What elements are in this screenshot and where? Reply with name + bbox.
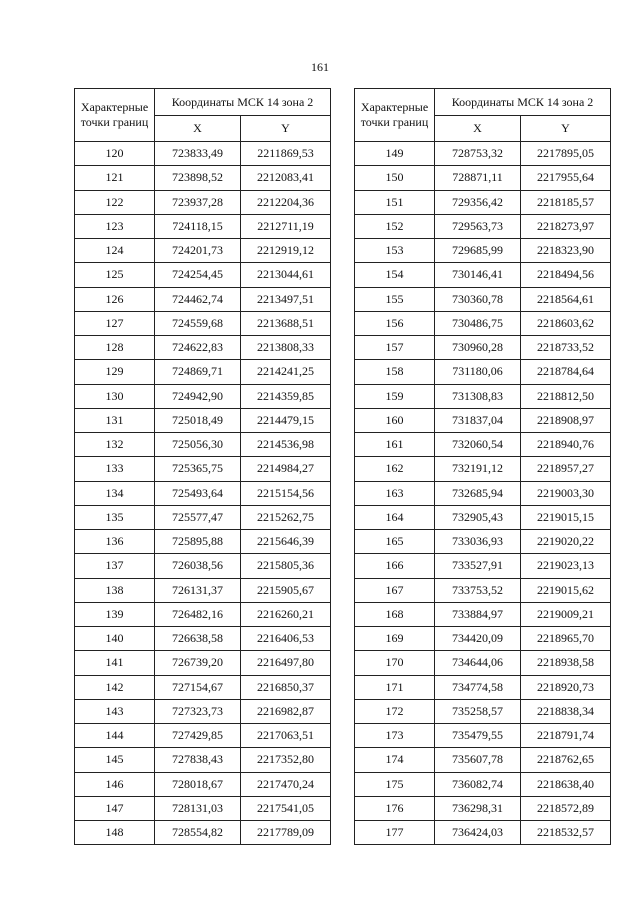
cell-point: 175 xyxy=(355,772,435,796)
table-row xyxy=(75,166,331,190)
cell-y: 2212083,41 xyxy=(241,166,331,190)
cell-y: 2218532,57 xyxy=(521,821,611,845)
cell-x: 724869,71 xyxy=(155,360,241,384)
cell-point: 136 xyxy=(75,530,155,554)
cell-x: 724559,68 xyxy=(155,311,241,335)
cell-y: 2212711,19 xyxy=(241,214,331,238)
cell-point: 132 xyxy=(75,433,155,457)
cell-y: 2212919,12 xyxy=(241,239,331,263)
cell-y: 2213497,51 xyxy=(241,287,331,311)
coordinates-table-right xyxy=(354,88,611,845)
cell-x: 734644,06 xyxy=(435,651,521,675)
table-row xyxy=(75,627,331,651)
cell-point: 177 xyxy=(355,821,435,845)
cell-y: 2218273,97 xyxy=(521,214,611,238)
cell-y: 2213688,51 xyxy=(241,311,331,335)
table-row xyxy=(75,287,331,311)
cell-point: 127 xyxy=(75,311,155,335)
cell-x: 733884,97 xyxy=(435,602,521,626)
table-row xyxy=(75,554,331,578)
cell-y: 2218791,74 xyxy=(521,724,611,748)
table-row xyxy=(75,311,331,335)
cell-point: 156 xyxy=(355,311,435,335)
cell-y: 2219020,22 xyxy=(521,530,611,554)
cell-x: 729563,73 xyxy=(435,214,521,238)
cell-x: 734774,58 xyxy=(435,675,521,699)
cell-point: 176 xyxy=(355,796,435,820)
table-row xyxy=(75,675,331,699)
cell-y: 2215905,67 xyxy=(241,578,331,602)
table-row xyxy=(355,699,611,723)
cell-point: 152 xyxy=(355,214,435,238)
cell-point: 167 xyxy=(355,578,435,602)
table-row xyxy=(355,408,611,432)
cell-y: 2218838,34 xyxy=(521,699,611,723)
cell-x: 724201,73 xyxy=(155,239,241,263)
cell-x: 725493,64 xyxy=(155,481,241,505)
cell-point: 166 xyxy=(355,554,435,578)
table-row xyxy=(75,796,331,820)
table-row xyxy=(75,481,331,505)
cell-y: 2217352,80 xyxy=(241,748,331,772)
cell-x: 724462,74 xyxy=(155,287,241,311)
cell-x: 726482,16 xyxy=(155,602,241,626)
cell-x: 729685,99 xyxy=(435,239,521,263)
cell-x: 730146,41 xyxy=(435,263,521,287)
header-coordinates: Координаты МСК 14 зона 2 xyxy=(435,89,611,116)
table-row xyxy=(75,772,331,796)
table-row xyxy=(355,214,611,238)
cell-y: 2218938,58 xyxy=(521,651,611,675)
cell-point: 157 xyxy=(355,336,435,360)
table-row xyxy=(355,772,611,796)
table-row xyxy=(75,699,331,723)
cell-x: 728018,67 xyxy=(155,772,241,796)
header-boundary-points xyxy=(355,89,435,142)
cell-point: 161 xyxy=(355,433,435,457)
cell-y: 2218940,76 xyxy=(521,433,611,457)
header-coordinates: Координаты МСК 14 зона 2 xyxy=(155,89,331,116)
cell-y: 2216982,87 xyxy=(241,699,331,723)
cell-point: 141 xyxy=(75,651,155,675)
cell-x: 733036,93 xyxy=(435,530,521,554)
table-row xyxy=(75,505,331,529)
table-row xyxy=(75,214,331,238)
table-row xyxy=(75,530,331,554)
header-point-line1: Характерные xyxy=(80,100,149,114)
cell-x: 728871,11 xyxy=(435,166,521,190)
cell-point: 146 xyxy=(75,772,155,796)
cell-x: 723898,52 xyxy=(155,166,241,190)
cell-y: 2216406,53 xyxy=(241,627,331,651)
cell-y: 2215262,75 xyxy=(241,505,331,529)
cell-point: 160 xyxy=(355,408,435,432)
cell-point: 153 xyxy=(355,239,435,263)
table-row xyxy=(355,578,611,602)
header-y: Y xyxy=(521,116,611,142)
cell-point: 130 xyxy=(75,384,155,408)
cell-y: 2214536,98 xyxy=(241,433,331,457)
header-x: X xyxy=(435,116,521,142)
header-boundary-points xyxy=(75,89,155,142)
cell-x: 732060,54 xyxy=(435,433,521,457)
table-row xyxy=(355,190,611,214)
cell-point: 165 xyxy=(355,530,435,554)
cell-y: 2215646,39 xyxy=(241,530,331,554)
cell-y: 2216260,21 xyxy=(241,602,331,626)
table-row xyxy=(355,287,611,311)
table-row xyxy=(355,360,611,384)
cell-point: 139 xyxy=(75,602,155,626)
cell-x: 733753,52 xyxy=(435,578,521,602)
table-row xyxy=(355,651,611,675)
cell-y: 2213044,61 xyxy=(241,263,331,287)
cell-x: 726739,20 xyxy=(155,651,241,675)
cell-y: 2215805,36 xyxy=(241,554,331,578)
cell-y: 2218638,40 xyxy=(521,772,611,796)
table-row xyxy=(75,360,331,384)
cell-y: 2218185,57 xyxy=(521,190,611,214)
cell-y: 2217063,51 xyxy=(241,724,331,748)
cell-y: 2218603,62 xyxy=(521,311,611,335)
table-row xyxy=(75,748,331,772)
cell-point: 134 xyxy=(75,481,155,505)
cell-point: 168 xyxy=(355,602,435,626)
page-number: 161 xyxy=(311,60,329,74)
cell-x: 726038,56 xyxy=(155,554,241,578)
table-row xyxy=(355,311,611,335)
table-row xyxy=(355,530,611,554)
cell-y: 2218965,70 xyxy=(521,627,611,651)
table-row xyxy=(75,602,331,626)
cell-point: 144 xyxy=(75,724,155,748)
table-row xyxy=(355,505,611,529)
cell-x: 725018,49 xyxy=(155,408,241,432)
cell-y: 2214359,85 xyxy=(241,384,331,408)
cell-x: 727429,85 xyxy=(155,724,241,748)
cell-y: 2214479,15 xyxy=(241,408,331,432)
cell-y: 2216850,37 xyxy=(241,675,331,699)
cell-point: 151 xyxy=(355,190,435,214)
table-row xyxy=(355,796,611,820)
cell-x: 731308,83 xyxy=(435,384,521,408)
cell-x: 727154,67 xyxy=(155,675,241,699)
cell-x: 724942,90 xyxy=(155,384,241,408)
cell-y: 2218572,89 xyxy=(521,796,611,820)
header-x: X xyxy=(155,116,241,142)
cell-y: 2212204,36 xyxy=(241,190,331,214)
cell-y: 2218920,73 xyxy=(521,675,611,699)
cell-point: 155 xyxy=(355,287,435,311)
cell-point: 124 xyxy=(75,239,155,263)
cell-point: 138 xyxy=(75,578,155,602)
cell-point: 172 xyxy=(355,699,435,723)
cell-y: 2218957,27 xyxy=(521,457,611,481)
cell-x: 736424,03 xyxy=(435,821,521,845)
cell-point: 140 xyxy=(75,627,155,651)
cell-y: 2213808,33 xyxy=(241,336,331,360)
cell-y: 2214984,27 xyxy=(241,457,331,481)
cell-y: 2218908,97 xyxy=(521,408,611,432)
cell-point: 135 xyxy=(75,505,155,529)
cell-x: 723833,49 xyxy=(155,142,241,166)
cell-point: 164 xyxy=(355,505,435,529)
table-row xyxy=(75,408,331,432)
cell-x: 730960,28 xyxy=(435,336,521,360)
cell-point: 170 xyxy=(355,651,435,675)
cell-y: 2217541,05 xyxy=(241,796,331,820)
table-row xyxy=(75,457,331,481)
cell-point: 128 xyxy=(75,336,155,360)
cell-y: 2215154,56 xyxy=(241,481,331,505)
coordinates-table-left xyxy=(74,88,331,845)
cell-x: 736082,74 xyxy=(435,772,521,796)
table-row xyxy=(355,748,611,772)
cell-x: 725365,75 xyxy=(155,457,241,481)
table-row xyxy=(355,263,611,287)
cell-x: 726638,58 xyxy=(155,627,241,651)
cell-x: 725577,47 xyxy=(155,505,241,529)
cell-y: 2216497,80 xyxy=(241,651,331,675)
cell-point: 120 xyxy=(75,142,155,166)
header-point-line2: точки границ xyxy=(80,115,149,129)
cell-x: 726131,37 xyxy=(155,578,241,602)
table-row xyxy=(355,239,611,263)
cell-x: 734420,09 xyxy=(435,627,521,651)
cell-point: 133 xyxy=(75,457,155,481)
cell-x: 736298,31 xyxy=(435,796,521,820)
cell-point: 142 xyxy=(75,675,155,699)
cell-x: 727323,73 xyxy=(155,699,241,723)
cell-y: 2219009,21 xyxy=(521,602,611,626)
cell-x: 725056,30 xyxy=(155,433,241,457)
cell-point: 149 xyxy=(355,142,435,166)
table-row xyxy=(355,384,611,408)
cell-point: 125 xyxy=(75,263,155,287)
table-row xyxy=(75,263,331,287)
table-row xyxy=(75,433,331,457)
cell-x: 729356,42 xyxy=(435,190,521,214)
cell-y: 2217789,09 xyxy=(241,821,331,845)
cell-y: 2217895,05 xyxy=(521,142,611,166)
cell-y: 2219015,62 xyxy=(521,578,611,602)
cell-y: 2214241,25 xyxy=(241,360,331,384)
table-row xyxy=(355,457,611,481)
cell-x: 730486,75 xyxy=(435,311,521,335)
table-row xyxy=(75,384,331,408)
cell-point: 163 xyxy=(355,481,435,505)
cell-y: 2219023,13 xyxy=(521,554,611,578)
table-row xyxy=(75,336,331,360)
cell-point: 169 xyxy=(355,627,435,651)
table-row xyxy=(75,190,331,214)
cell-x: 735479,55 xyxy=(435,724,521,748)
cell-point: 147 xyxy=(75,796,155,820)
cell-point: 137 xyxy=(75,554,155,578)
cell-x: 730360,78 xyxy=(435,287,521,311)
cell-y: 2218733,52 xyxy=(521,336,611,360)
cell-x: 724118,15 xyxy=(155,214,241,238)
cell-y: 2218564,61 xyxy=(521,287,611,311)
table-row xyxy=(355,675,611,699)
cell-x: 732905,43 xyxy=(435,505,521,529)
table-row xyxy=(75,651,331,675)
cell-point: 159 xyxy=(355,384,435,408)
header-point-line1: Характерные xyxy=(360,100,429,114)
cell-x: 735607,78 xyxy=(435,748,521,772)
table-row xyxy=(75,239,331,263)
cell-y: 2218812,50 xyxy=(521,384,611,408)
cell-y: 2211869,53 xyxy=(241,142,331,166)
table-body-left xyxy=(75,142,331,845)
table-row xyxy=(355,166,611,190)
cell-point: 150 xyxy=(355,166,435,190)
cell-point: 174 xyxy=(355,748,435,772)
table-row xyxy=(355,142,611,166)
cell-point: 171 xyxy=(355,675,435,699)
cell-point: 131 xyxy=(75,408,155,432)
cell-point: 148 xyxy=(75,821,155,845)
header-y: Y xyxy=(241,116,331,142)
cell-point: 145 xyxy=(75,748,155,772)
cell-x: 728131,03 xyxy=(155,796,241,820)
cell-y: 2218762,65 xyxy=(521,748,611,772)
cell-x: 732191,12 xyxy=(435,457,521,481)
table-row xyxy=(355,481,611,505)
cell-point: 143 xyxy=(75,699,155,723)
table-row xyxy=(75,821,331,845)
cell-point: 162 xyxy=(355,457,435,481)
table-row xyxy=(355,433,611,457)
cell-point: 154 xyxy=(355,263,435,287)
cell-x: 732685,94 xyxy=(435,481,521,505)
table-row xyxy=(355,724,611,748)
cell-x: 731837,04 xyxy=(435,408,521,432)
table-row xyxy=(355,602,611,626)
table-row xyxy=(75,578,331,602)
cell-y: 2217955,64 xyxy=(521,166,611,190)
cell-x: 728753,32 xyxy=(435,142,521,166)
cell-point: 173 xyxy=(355,724,435,748)
cell-y: 2219003,30 xyxy=(521,481,611,505)
cell-point: 121 xyxy=(75,166,155,190)
table-body-right xyxy=(355,142,611,845)
cell-y: 2218494,56 xyxy=(521,263,611,287)
cell-point: 126 xyxy=(75,287,155,311)
cell-y: 2218323,90 xyxy=(521,239,611,263)
cell-point: 158 xyxy=(355,360,435,384)
cell-x: 728554,82 xyxy=(155,821,241,845)
table-row xyxy=(75,724,331,748)
cell-x: 727838,43 xyxy=(155,748,241,772)
table-row xyxy=(75,142,331,166)
cell-x: 725895,88 xyxy=(155,530,241,554)
table-row xyxy=(355,627,611,651)
cell-x: 735258,57 xyxy=(435,699,521,723)
table-row xyxy=(355,821,611,845)
header-point-line2: точки границ xyxy=(360,115,429,129)
cell-x: 733527,91 xyxy=(435,554,521,578)
cell-x: 731180,06 xyxy=(435,360,521,384)
cell-y: 2217470,24 xyxy=(241,772,331,796)
cell-y: 2219015,15 xyxy=(521,505,611,529)
cell-x: 724622,83 xyxy=(155,336,241,360)
cell-point: 129 xyxy=(75,360,155,384)
cell-point: 123 xyxy=(75,214,155,238)
cell-point: 122 xyxy=(75,190,155,214)
cell-x: 723937,28 xyxy=(155,190,241,214)
cell-y: 2218784,64 xyxy=(521,360,611,384)
cell-x: 724254,45 xyxy=(155,263,241,287)
table-row xyxy=(355,554,611,578)
table-row xyxy=(355,336,611,360)
